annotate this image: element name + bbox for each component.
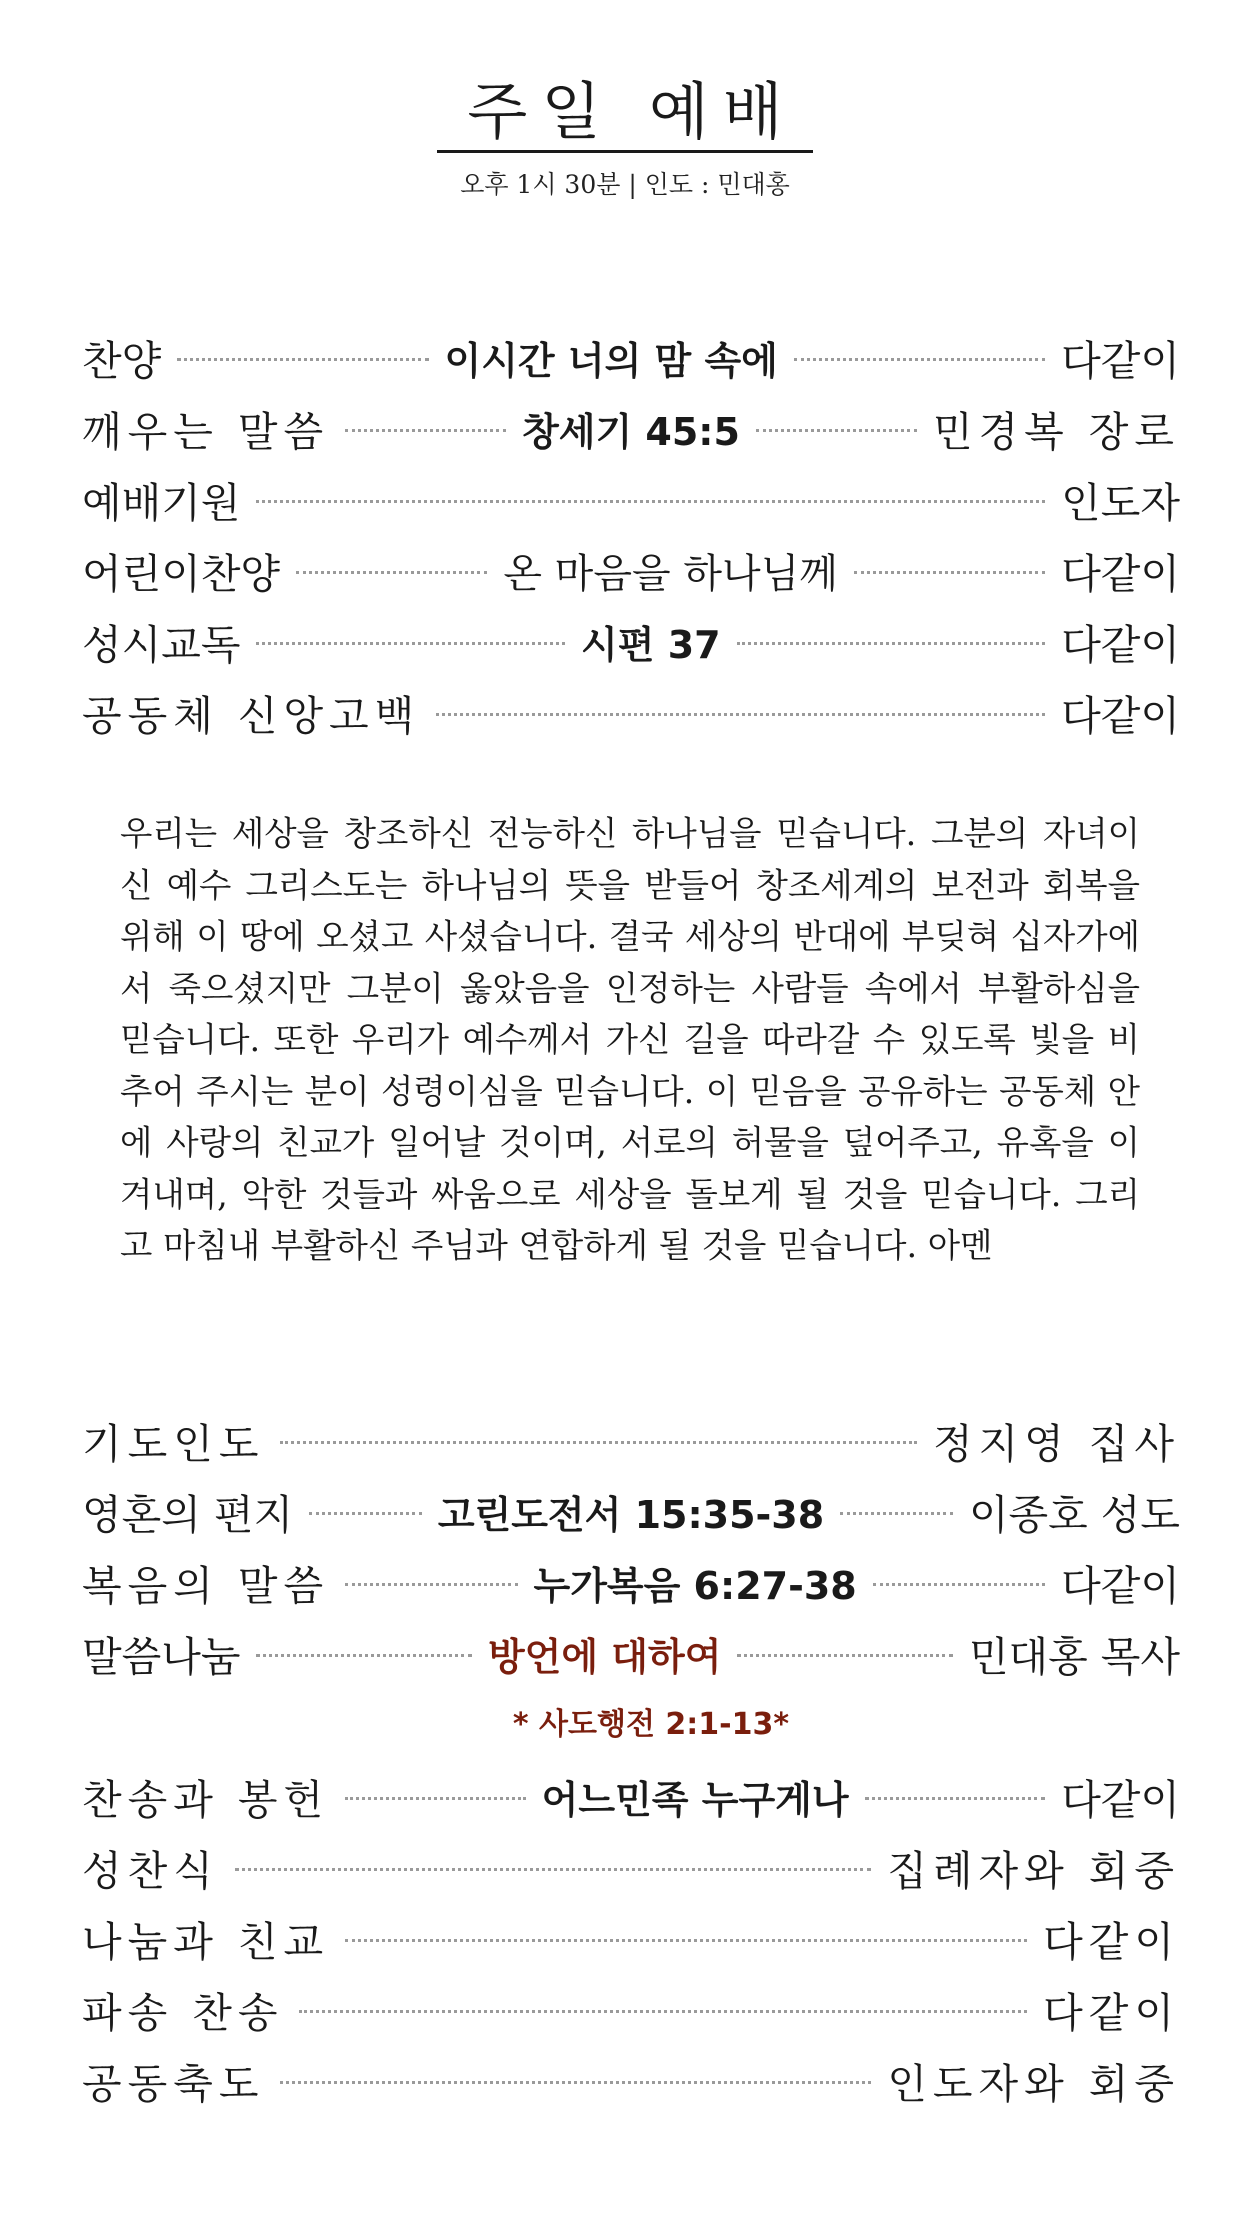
item-label: 공동체 신앙고백 xyxy=(82,692,421,740)
leader-dots xyxy=(345,1583,517,1586)
item-label: 나눔과 친교 xyxy=(82,1918,330,1966)
item-leader: 다같이 xyxy=(1061,1776,1181,1824)
leader-dots xyxy=(280,1441,917,1444)
creed-text: 우리는 세상을 창조하신 전능하신 하나님을 믿습니다. 그분의 자녀이신 예수 그리스도는 하나님의 뜻을 받들어 창조세계의 보전과 회복을 위해 이 땅에 오셨고 사셨습니다. 결국 세상의 반대에 부딪혀 십자가에서 죽으셨지만 그분이 옳았음을 인정하는 사람들 속에서 부활하심을 믿습니다. 또한 우리가 예수께서 가신 길을 따라갈 수 있도록 빛을 비추어 주시는 분이 성령이심을 믿습니다. 이 믿음을 공유하는 공동체 안에 사랑의 친교가 일어날 것이며, 서로의 허물을 덮어주고, 유혹을 이겨내며, 악한 것들과 싸움으로 세상을 돌보게 될 것을 믿습니다. 그리고 마침내 부활하신 주님과 연합하게 될 것을 믿습니다. 아멘 xyxy=(120,814,1140,1265)
item-leader: 인도자와 회중 xyxy=(887,2060,1180,2108)
leader-dots xyxy=(256,642,565,645)
order-item-benediction xyxy=(82,2045,1180,2116)
leader-dots xyxy=(794,358,1045,361)
service-subtitle: 오후 1시 30분 | 인도 : 민대홍 xyxy=(460,170,790,200)
leader-dots xyxy=(345,1797,526,1800)
item-leader: 이종호 성도 xyxy=(968,1491,1181,1539)
item-title: 창세기 45:5 xyxy=(522,410,740,454)
service-title: 주일 예배 xyxy=(437,78,812,153)
order-item-hymn-offering xyxy=(82,1761,1180,1832)
item-leader: 다같이 xyxy=(1061,621,1181,669)
item-title: 이시간 너의 맘 속에 xyxy=(444,339,778,383)
order-item-invocation xyxy=(82,464,1180,535)
leader-dots xyxy=(345,429,506,432)
item-label: 말씀나눔 xyxy=(82,1633,241,1681)
item-label: 찬양 xyxy=(82,337,162,385)
item-label: 깨우는 말씀 xyxy=(82,408,330,456)
item-title: 온 마음을 하나님께 xyxy=(503,551,838,597)
leader-dots xyxy=(865,1797,1046,1800)
item-leader: 다같이 xyxy=(1061,692,1180,740)
order-item-sermon xyxy=(82,1618,1180,1689)
order-item-fellowship xyxy=(82,1903,1180,1974)
item-leader: 다같이 xyxy=(1043,1989,1180,2037)
leader-dots xyxy=(854,571,1045,574)
leader-dots xyxy=(296,571,487,574)
order-item-sending-hymn xyxy=(82,1974,1180,2045)
leader-dots xyxy=(309,1512,422,1515)
order-item-responsive-reading xyxy=(82,606,1180,677)
order-item-prayer xyxy=(82,1405,1180,1476)
item-title: 어느민족 누구게나 xyxy=(541,1778,849,1822)
leader-dots xyxy=(436,713,1045,716)
leader-dots xyxy=(256,500,1045,503)
order-item-creed xyxy=(82,677,1180,748)
leader-dots xyxy=(177,358,428,361)
order-item-waking-word xyxy=(82,393,1180,464)
leader-dots xyxy=(256,1654,472,1657)
item-label: 찬송과 봉헌 xyxy=(82,1776,330,1824)
sermon-scripture-note: * 사도행전 2:1-13* xyxy=(512,1707,790,1742)
item-title: 시편 37 xyxy=(581,623,721,667)
item-label: 파송 찬송 xyxy=(82,1989,284,2037)
worship-order-top xyxy=(82,322,1180,748)
leader-dots xyxy=(756,429,917,432)
leader-dots xyxy=(280,2081,871,2084)
item-label: 복음의 말씀 xyxy=(82,1562,330,1610)
item-leader: 다같이 xyxy=(1061,550,1181,598)
leader-dots xyxy=(299,2010,1027,2013)
item-leader: 집례자와 회중 xyxy=(887,1847,1180,1895)
item-leader: 민대홍 목사 xyxy=(968,1633,1181,1681)
item-label: 기도인도 xyxy=(82,1420,265,1468)
item-title: 고린도전서 15:35-38 xyxy=(437,1493,825,1537)
item-label: 예배기원 xyxy=(82,479,241,527)
leader-dots xyxy=(737,1654,953,1657)
item-label: 공동축도 xyxy=(82,2060,265,2108)
order-item-letter xyxy=(82,1476,1180,1547)
sermon-title: 방언에 대하여 xyxy=(487,1635,722,1679)
item-leader: 민경복 장로 xyxy=(932,408,1180,456)
order-item-praise xyxy=(82,322,1180,393)
item-label: 영혼의 편지 xyxy=(82,1491,294,1539)
item-label: 어린이찬양 xyxy=(82,550,281,598)
item-label: 성시교독 xyxy=(82,621,241,669)
item-leader: 다같이 xyxy=(1061,1562,1180,1610)
item-leader: 다같이 xyxy=(1061,337,1180,385)
worship-order-bottom xyxy=(82,1405,1180,2116)
item-leader: 다같이 xyxy=(1043,1918,1180,1966)
item-leader: 정지영 집사 xyxy=(932,1420,1180,1468)
order-item-children-praise xyxy=(82,535,1180,606)
leader-dots xyxy=(840,1512,953,1515)
order-item-communion xyxy=(82,1832,1180,1903)
leader-dots xyxy=(345,1939,1027,1942)
leader-dots xyxy=(873,1583,1045,1586)
item-leader: 인도자 xyxy=(1061,479,1180,527)
bulletin-header xyxy=(0,75,1250,201)
leader-dots xyxy=(235,1868,872,1871)
item-title: 누가복음 6:27-38 xyxy=(533,1564,857,1608)
item-label: 성찬식 xyxy=(82,1847,219,1895)
leader-dots xyxy=(737,642,1046,645)
order-item-gospel xyxy=(82,1547,1180,1618)
